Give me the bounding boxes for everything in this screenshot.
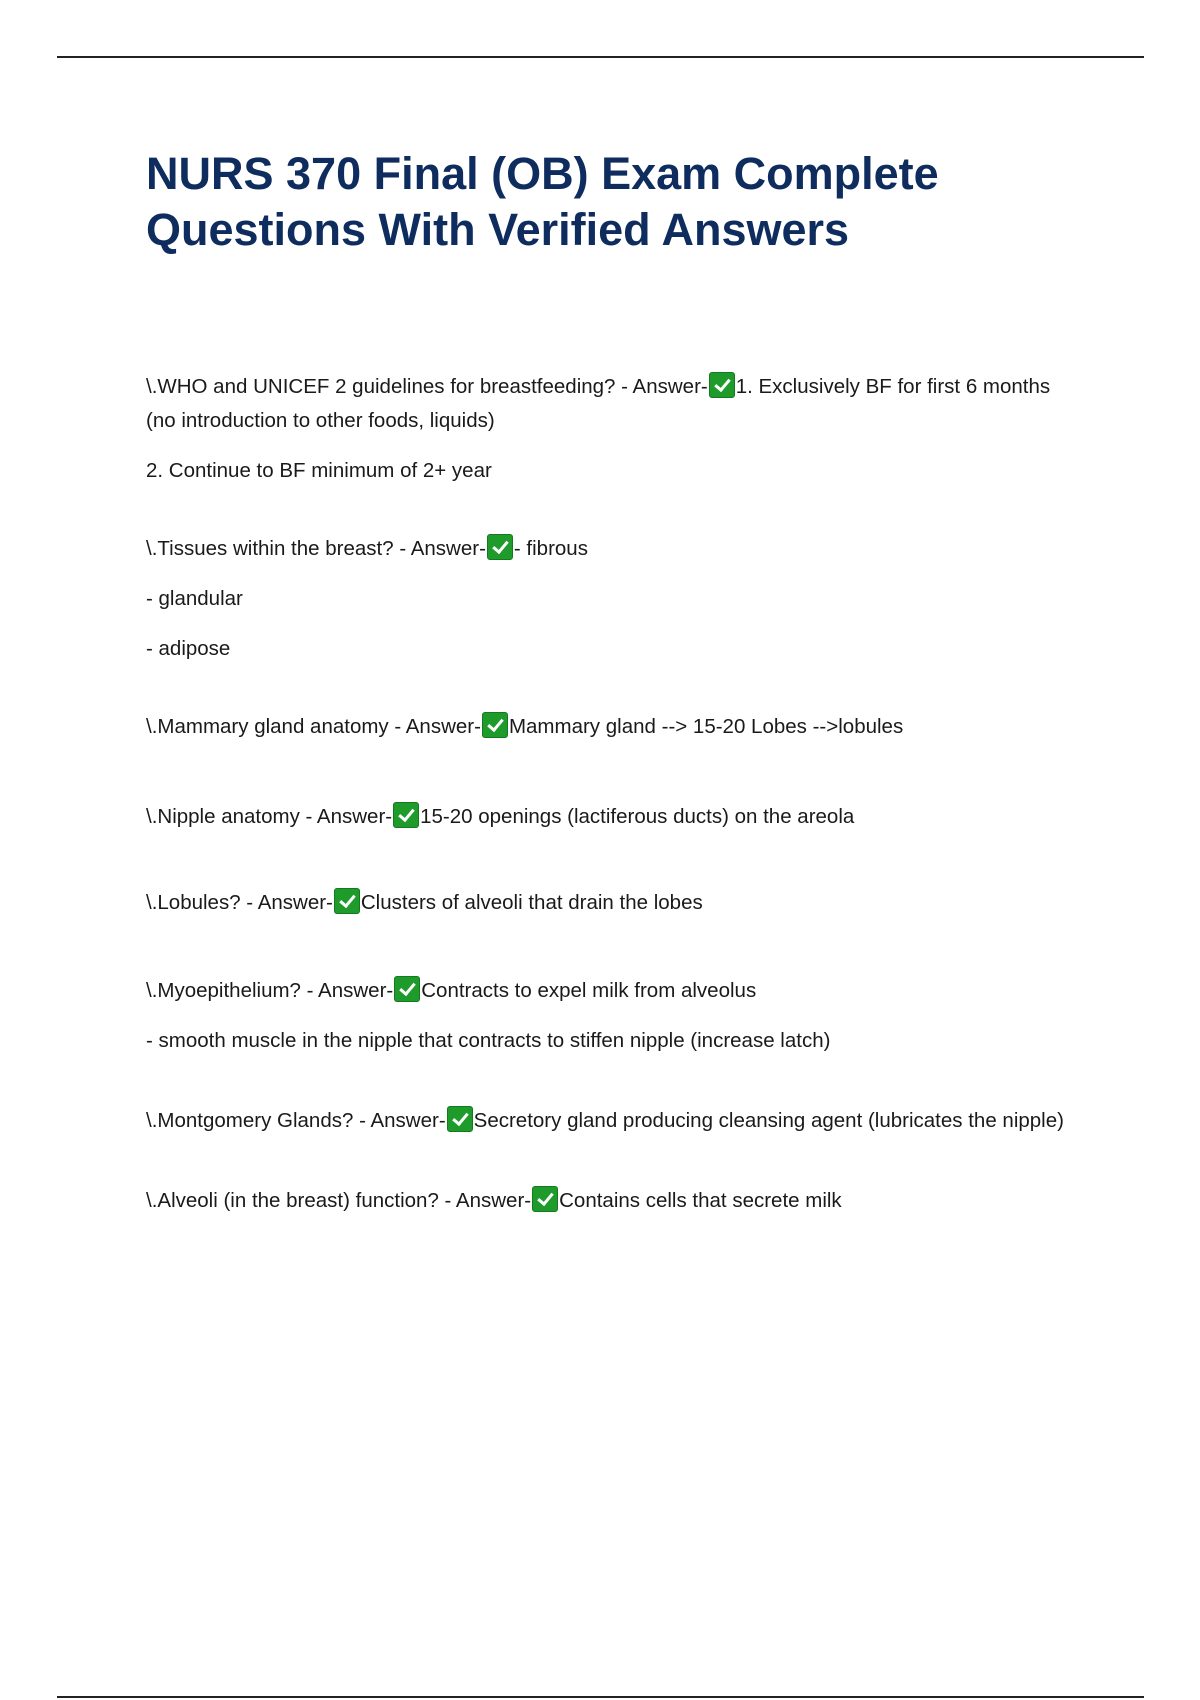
answer-text: 2. Continue to BF minimum of 2+ year xyxy=(146,459,492,482)
answer-text: 1. Exclusively BF for first 6 months (no introduction to other foods, liquids) xyxy=(146,375,1051,432)
qa-item xyxy=(146,1184,1076,1218)
answer-text: Clusters of alveoli that drain the lobes xyxy=(360,891,703,914)
check-mark-icon xyxy=(487,534,513,560)
qa-item xyxy=(146,1104,1076,1138)
check-mark-icon xyxy=(709,372,735,398)
answer-text: - fibrous xyxy=(513,537,588,560)
qa-item xyxy=(146,710,1076,744)
check-mark-icon xyxy=(393,802,419,828)
qa-list xyxy=(146,370,1076,1234)
question-text: \.Tissues within the breast? - Answer- xyxy=(146,537,486,560)
answer-text: - adipose xyxy=(146,637,231,660)
check-mark-icon xyxy=(334,888,360,914)
bottom-rule xyxy=(57,1696,1144,1698)
document-title: NURS 370 Final (OB) Exam Complete Questions With Verified Answers xyxy=(146,148,939,255)
check-mark-icon xyxy=(394,976,420,1002)
answer-text: 15-20 openings (lactiferous ducts) on the areola xyxy=(420,805,855,828)
qa-item xyxy=(146,370,1076,488)
qa-item xyxy=(146,886,1076,920)
qa-item xyxy=(146,532,1076,666)
answer-text: - smooth muscle in the nipple that contracts to stiffen nipple (increase latch) xyxy=(146,1029,831,1052)
check-mark-icon xyxy=(482,712,508,738)
top-rule xyxy=(57,56,1144,58)
answer-text: Contracts to expel milk from alveolus xyxy=(421,979,757,1002)
question-text: \.Montgomery Glands? - Answer- xyxy=(146,1109,446,1132)
qa-item xyxy=(146,800,1076,834)
answer-text: Mammary gland --> 15-20 Lobes -->lobules xyxy=(508,715,904,738)
question-text: \.Mammary gland anatomy - Answer- xyxy=(146,715,481,738)
answer-text: Secretory gland producing cleansing agent (lubricates the nipple) xyxy=(473,1109,1064,1132)
answer-text: Contains cells that secrete milk xyxy=(559,1189,842,1212)
question-text: \.Myoepithelium? - Answer- xyxy=(146,979,394,1002)
question-text: \.Lobules? - Answer- xyxy=(146,891,333,914)
answer-text: - glandular xyxy=(146,587,243,610)
qa-item xyxy=(146,974,1076,1058)
question-text: \.Nipple anatomy - Answer- xyxy=(146,805,393,828)
question-text: \.Alveoli (in the breast) function? - Answer- xyxy=(146,1189,532,1212)
check-mark-icon xyxy=(447,1106,473,1132)
check-mark-icon xyxy=(532,1186,558,1212)
question-text: \.WHO and UNICEF 2 guidelines for breastfeeding? - Answer- xyxy=(146,375,708,398)
